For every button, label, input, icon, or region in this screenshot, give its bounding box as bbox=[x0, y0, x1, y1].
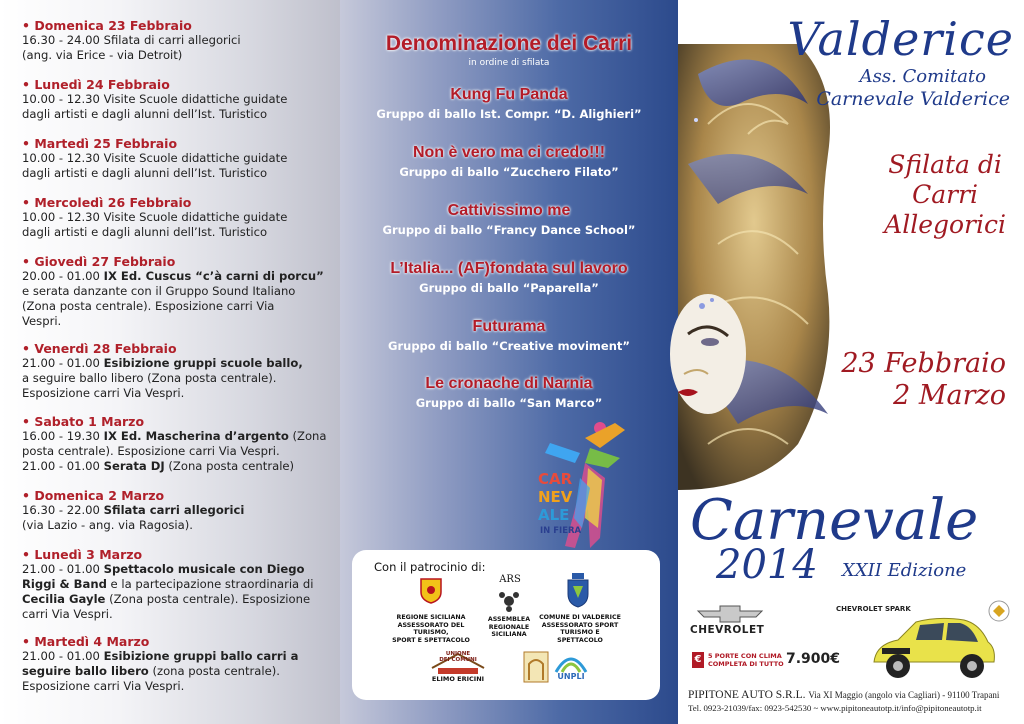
town-title: Valderice bbox=[787, 12, 1014, 66]
arch-logo bbox=[522, 650, 550, 688]
fiera-line3: ALE bbox=[538, 506, 570, 524]
program-line: (via Lazio - ang. via Ragosia). bbox=[22, 518, 193, 532]
program-day bbox=[22, 195, 314, 240]
patronage-box bbox=[352, 550, 660, 700]
floats-subtitle: in ordine di sfilata bbox=[468, 58, 550, 68]
float-group: Gruppo di ballo “Creative moviment” bbox=[388, 339, 630, 353]
float-item bbox=[340, 144, 678, 179]
program-line: dagli artisti e dagli alunni dell’Ist. Turistico bbox=[22, 166, 268, 180]
event-subtitle: Sfilata di Carri Allegorici bbox=[884, 150, 1006, 239]
float-name: Cattivissimo me bbox=[447, 202, 571, 219]
unpli-logo: UNPLI bbox=[552, 650, 590, 684]
program-date: • Venerdì 28 Febbraio bbox=[22, 341, 177, 356]
carnival-mask-image bbox=[678, 44, 838, 490]
event-dates bbox=[841, 348, 1006, 412]
patronage-title: Con il patrocinio di: bbox=[374, 560, 486, 574]
program-date: • Lunedì 3 Marzo bbox=[22, 547, 143, 562]
comune-label: COMUNE DI VALDERICE ASSESSORATO SPORT TURISMO E SPETTACOLO bbox=[539, 614, 621, 644]
program-date: • Sabato 1 Marzo bbox=[22, 414, 145, 429]
program-day bbox=[22, 136, 314, 181]
euro-icon: € bbox=[692, 652, 704, 668]
float-name: Le cronache di Narnia bbox=[425, 375, 593, 392]
program-line: a seguire ballo libero (Zona posta centrale). bbox=[22, 371, 277, 385]
program-day bbox=[22, 18, 314, 63]
program-line: 21.00 - 01.00 Esibizione gruppi scuole ballo, bbox=[22, 356, 303, 370]
unione-comuni-logo: UNIONE DEI COMUNI ELIMO ERICINI bbox=[431, 651, 485, 683]
carnevale-title: Carnevale bbox=[690, 488, 979, 553]
ars-label: ASSEMBLEA REGIONALE SICILIANA bbox=[487, 616, 531, 638]
program-date: • Martedì 25 Febbraio bbox=[22, 136, 178, 151]
float-item bbox=[340, 318, 678, 353]
program-date: • Lunedì 24 Febbraio bbox=[22, 77, 170, 92]
program-line: 10.00 - 12.30 Visite Scuole didattiche guidate bbox=[22, 92, 288, 106]
dealer-line bbox=[688, 689, 999, 701]
association-line2: Carnevale Valderice bbox=[816, 88, 1010, 110]
program-date: • Mercoledì 26 Febbraio bbox=[22, 195, 192, 210]
float-item bbox=[340, 375, 678, 410]
fiera-line2: NEV bbox=[538, 488, 573, 506]
program-line: 20.00 - 01.00 IX Ed. Cuscus “c’à carni di porcu” bbox=[22, 269, 324, 283]
program-line: dagli artisti e dagli alunni dell’Ist. Turistico bbox=[22, 225, 268, 239]
car-feature: 5 PORTE CON CLIMA COMPLETA DI TUTTO bbox=[708, 652, 784, 668]
program-line: (ang. via Erice - via Detroit) bbox=[22, 48, 183, 62]
car-image bbox=[868, 612, 998, 690]
program-line: Esposizione carri Via Vespri. bbox=[22, 386, 185, 400]
program-line: 16.30 - 24.00 Sfilata di carri allegorici bbox=[22, 33, 241, 47]
program-line: 10.00 - 12.30 Visite Scuole didattiche guidate bbox=[22, 210, 288, 224]
float-item bbox=[340, 202, 678, 237]
car-model: CHEVROLET SPARK bbox=[836, 605, 911, 613]
program-line: 16.30 - 22.00 Sfilata carri allegorici bbox=[22, 503, 245, 517]
ars-abbr: ARS bbox=[499, 574, 521, 585]
program-line: 21.00 - 01.00 Spettacolo musicale con Diego bbox=[22, 562, 305, 576]
edition-year: 2014 bbox=[716, 542, 818, 588]
regione-label: REGIONE SICILIANA ASSESSORATO DEL TURISMO, SPORT E SPETTACOLO bbox=[392, 614, 470, 644]
program-line: 16.00 - 19.30 IX Ed. Mascherina d’argento (Zona bbox=[22, 429, 327, 443]
valderice-coat-of-arms-icon bbox=[566, 572, 590, 612]
program-day bbox=[22, 547, 314, 622]
program-day bbox=[22, 77, 314, 122]
program-day bbox=[22, 414, 327, 474]
float-group: Gruppo di ballo Ist. Compr. “D. Alighieri” bbox=[376, 107, 642, 121]
program-line: carri Via Vespri. bbox=[22, 607, 113, 621]
float-name: L’Italia... (AF)fondata sul lavoro bbox=[390, 260, 628, 277]
car-price: 7.900€ bbox=[786, 651, 841, 667]
float-group: Gruppo di ballo “Zucchero Filato” bbox=[399, 165, 619, 179]
float-group: Gruppo di ballo “San Marco” bbox=[415, 396, 603, 410]
program-line: e serata danzante con il Gruppo Sound Italiano bbox=[22, 284, 296, 298]
association-line1: Ass. Comitato bbox=[859, 66, 986, 87]
ars-trinacria-icon bbox=[498, 590, 520, 616]
edition-number: XXII Edizione bbox=[842, 560, 967, 581]
floats-title: Denominazione dei Carri bbox=[385, 32, 633, 55]
float-group: Gruppo di ballo “Francy Dance School” bbox=[382, 223, 636, 237]
chevrolet-brand: CHEVROLET bbox=[690, 624, 765, 636]
program-line: Riggi & Band e la partecipazione straordinaria di bbox=[22, 577, 314, 591]
dealer-address: Via XI Maggio (angolo via Cagliari) - 91100 Trapani bbox=[808, 690, 1000, 700]
program-day bbox=[22, 254, 324, 329]
float-name: Futurama bbox=[472, 318, 546, 335]
fiera-line4: IN FIERA bbox=[540, 526, 582, 536]
program-date: • Giovedì 27 Febbraio bbox=[22, 254, 176, 269]
program-line: 21.00 - 01.00 Serata DJ (Zona posta centrale) bbox=[22, 459, 295, 473]
program-date: • Martedì 4 Marzo bbox=[22, 634, 150, 649]
program-day bbox=[22, 634, 314, 694]
fiera-line1: CAR bbox=[538, 470, 573, 488]
program-date: • Domenica 23 Febbraio bbox=[22, 18, 192, 33]
program-line: posta centrale). Esposizione carri Via Vespri. bbox=[22, 444, 280, 458]
float-item bbox=[340, 86, 678, 121]
program-line: 10.00 - 12.30 Visite Scuole didattiche guidate bbox=[22, 151, 288, 165]
dealer-name: PIPITONE AUTO S.R.L. bbox=[688, 689, 806, 701]
date-end: 2 Marzo bbox=[893, 380, 1006, 411]
program-line: Cecilia Gayle (Zona posta centrale). Esposizione bbox=[22, 592, 311, 606]
dealer-contact: Tel. 0923-21039/fax: 0923-542530 ~ www.pipitoneautotp.it/info@pipitoneautotp.it bbox=[688, 703, 982, 713]
program-line: Vespri. bbox=[22, 314, 62, 328]
program-line: dagli artisti e dagli alunni dell’Ist. Turistico bbox=[22, 107, 268, 121]
program-panel bbox=[0, 0, 340, 724]
program-line: (Zona posta centrale). Esposizione carri Via bbox=[22, 299, 275, 313]
program-date: • Domenica 2 Marzo bbox=[22, 488, 165, 503]
sicily-coat-of-arms-icon bbox=[420, 578, 442, 608]
program-line: 21.00 - 01.00 Esibizione gruppi ballo carri a bbox=[22, 649, 299, 663]
program-day bbox=[22, 341, 314, 401]
float-name: Kung Fu Panda bbox=[450, 86, 568, 103]
program-line: Esposizione carri Via Vespri. bbox=[22, 679, 185, 693]
program-day bbox=[22, 488, 314, 533]
program-line: seguire ballo libero (zona posta centrale). bbox=[22, 664, 280, 678]
carnevale-in-fiera-logo bbox=[530, 418, 640, 553]
float-name: Non è vero ma ci credo!!! bbox=[412, 144, 606, 161]
date-start: 23 Febbraio bbox=[841, 348, 1006, 379]
float-item bbox=[340, 260, 678, 295]
float-group: Gruppo di ballo “Paparella” bbox=[419, 281, 599, 295]
